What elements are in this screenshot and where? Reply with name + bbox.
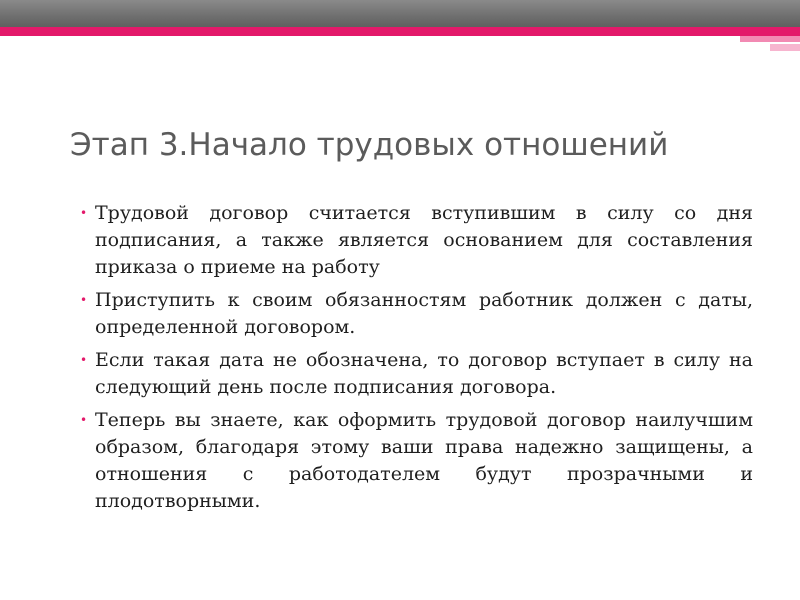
bullet-item <box>80 347 753 401</box>
bullet-text: Трудовой договор считается вступившим в силу со дня подписания, а также является основанием для составления приказа о приеме на работу <box>95 202 753 278</box>
bullet-icon: • <box>80 353 88 367</box>
top-gray-bar <box>0 0 800 27</box>
bullet-item <box>80 407 753 515</box>
bullet-text: Теперь вы знаете, как оформить трудовой договор наилучшим образом, благодаря этому ваши права надежно защищены, а отношения с работодателем будут прозрачными и плодотворными. <box>95 409 753 512</box>
bullet-text: Приступить к своим обязанностям работник должен с даты, определенной договором. <box>95 289 753 338</box>
bullet-item <box>80 200 753 281</box>
bullet-item <box>80 287 753 341</box>
bullet-icon: • <box>80 206 88 220</box>
bullet-text: Если такая дата не обозначена, то договор вступает в силу на следующий день после подписания договора. <box>95 349 753 398</box>
bullet-icon: • <box>80 413 88 427</box>
bullet-icon: • <box>80 293 88 307</box>
bullet-list <box>80 200 753 521</box>
accent-stripe-2 <box>770 44 800 51</box>
top-accent-bar <box>0 27 800 36</box>
accent-stripe-1 <box>740 36 800 42</box>
slide-title: Этап 3.Начало трудовых отношений <box>70 127 669 163</box>
